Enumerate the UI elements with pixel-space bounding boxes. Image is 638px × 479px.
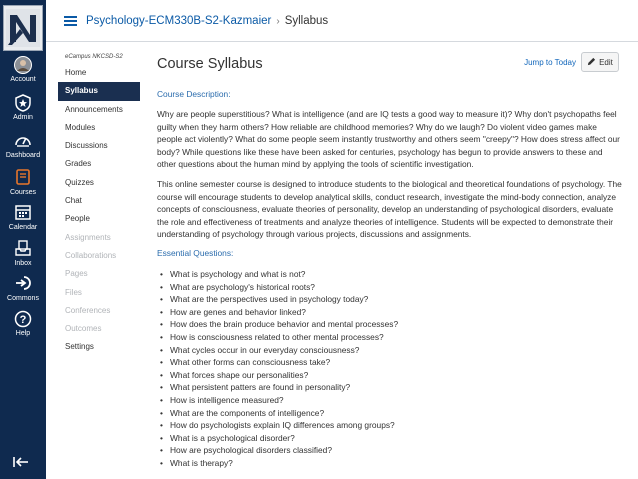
edit-button-label: Edit [599,57,613,67]
course-nav-settings[interactable]: Settings [65,342,94,352]
course-nav-home[interactable]: Home [65,68,87,77]
course-nav-files: Files [65,287,82,297]
course-nav-modules[interactable]: Modules [65,122,96,132]
jump-to-today-link[interactable]: Jump to Today [524,58,576,67]
global-nav-account[interactable] [0,56,46,83]
list-item: • What are the components of intelligence? [157,407,623,420]
dashboard-gauge-icon [14,132,32,150]
logo-mark-icon [6,9,40,47]
pencil-icon [587,57,596,68]
global-nav-account-label: Account [10,76,36,83]
courses-book-icon [14,169,32,187]
list-item: • What is psychology and what is not? [157,268,623,281]
course-nav [58,50,140,357]
edit-button[interactable] [581,52,619,72]
course-nav-outcomes: Outcomes [65,324,102,334]
breadcrumb-separator: › [276,16,280,27]
global-nav-help-label: Help [15,330,31,337]
global-nav-commons[interactable] [0,275,46,302]
global-nav-dashboard[interactable] [0,132,46,159]
course-nav-conferences: Conferences [65,305,111,315]
list-item: • What is therapy? [157,457,623,470]
global-nav-calendar[interactable] [0,204,46,231]
list-item: • How is consciousness related to other mental processes? [157,331,623,344]
course-nav-collaborations: Collaborations [65,250,117,260]
course-nav-assignments: Assignments [65,232,111,242]
course-nav-quizzes[interactable]: Quizzes [65,177,94,187]
global-nav-admin[interactable] [0,94,46,121]
course-description-paragraph-2: This online semester course is designed to introduce students to the biological and theoretical foundations of psychology. The course will encourage students to develop analytical skills, conduct research, investigate the mind-body connection, analyze concepts of consciousness, evaluate theories of personality, develop an understanding of psychological disorders, evaluate the role and effectiveness of treatments and analyze theories of intelligence. Students will be expected to demonstrate their understanding of psychology through various projects, discussions and assignments. [157,179,622,239]
list-item: • How do psychologists explain IQ differences among groups? [157,419,623,432]
calendar-icon [14,204,32,222]
course-nav-discussions[interactable]: Discussions [65,141,108,151]
essential-questions-list [157,268,623,470]
list-item: • What persistent patters are found in personality? [157,381,623,394]
global-nav-courses[interactable] [0,166,46,202]
list-item: • What forces shape our personalities? [157,369,623,382]
inbox-icon [14,240,32,258]
course-nav-grades[interactable]: Grades [65,159,92,169]
hamburger-menu-icon[interactable] [64,16,77,26]
course-description-heading: Course Description: [157,89,231,99]
admin-shield-icon [14,94,32,112]
course-nav-people[interactable]: People [65,214,90,224]
global-nav-commons-label: Commons [7,295,39,302]
global-nav-dashboard-label: Dashboard [5,152,41,159]
global-nav [0,0,46,479]
global-nav-admin-label: Admin [13,114,33,121]
account-avatar-icon [14,56,32,74]
list-item: • What cycles occur in our everyday consciousness? [157,344,623,357]
course-term-label: eCampus NKCSD-S2 [65,54,123,60]
essential-questions-heading: Essential Questions: [157,248,234,258]
list-item: • What are psychology's historical roots? [157,281,623,294]
breadcrumb-current-page: Syllabus [284,15,329,27]
breadcrumb [86,15,328,27]
top-bar [46,0,638,42]
global-nav-calendar-label: Calendar [8,224,38,231]
course-nav-syllabus[interactable]: Syllabus [58,82,140,100]
course-nav-announcements[interactable]: Announcements [65,104,123,114]
svg-text:?: ? [19,314,27,326]
global-nav-inbox-label: Inbox [14,260,32,267]
school-logo[interactable] [3,5,43,51]
global-nav-courses-label: Courses [9,189,37,196]
page-title: Course Syllabus [157,56,263,72]
course-nav-chat[interactable]: Chat [65,196,82,206]
list-item: • What are the perspectives used in psychology today? [157,293,623,306]
list-item: • How is intelligence measured? [157,394,623,407]
global-nav-help[interactable] [0,310,46,337]
breadcrumb-course-link[interactable]: Psychology-ECM330B-S2-Kazmaier [86,15,272,27]
global-nav-inbox[interactable] [0,240,46,267]
course-description-paragraph-1: Why are people superstitious? What is intelligence (and are IQ tests a good way to measure it)? Why don't psychopaths feel guilty when they harm others? How reliable are childhood memories? Why do we laugh? Do violent video games make people act violently? What do some people seem instantly trustworthy and others seem "creepy"? How does stress affect our body? While questions like these have been asked for centuries, psychology has begun to provide answers to these and other questions about the human mind by applying the tools of scientific investigation. [157,109,620,169]
list-item: • How are psychological disorders classified? [157,444,623,457]
commons-icon [14,275,32,293]
list-item: • What is a psychological disorder? [157,432,623,445]
course-nav-pages: Pages [65,269,88,279]
list-item: • How are genes and behavior linked? [157,306,623,319]
list-item: • How does the brain produce behavior and mental processes? [157,318,623,331]
help-icon [14,310,32,328]
list-item: • What other forms can consciousness take? [157,356,623,369]
collapse-nav-icon[interactable] [13,455,29,471]
